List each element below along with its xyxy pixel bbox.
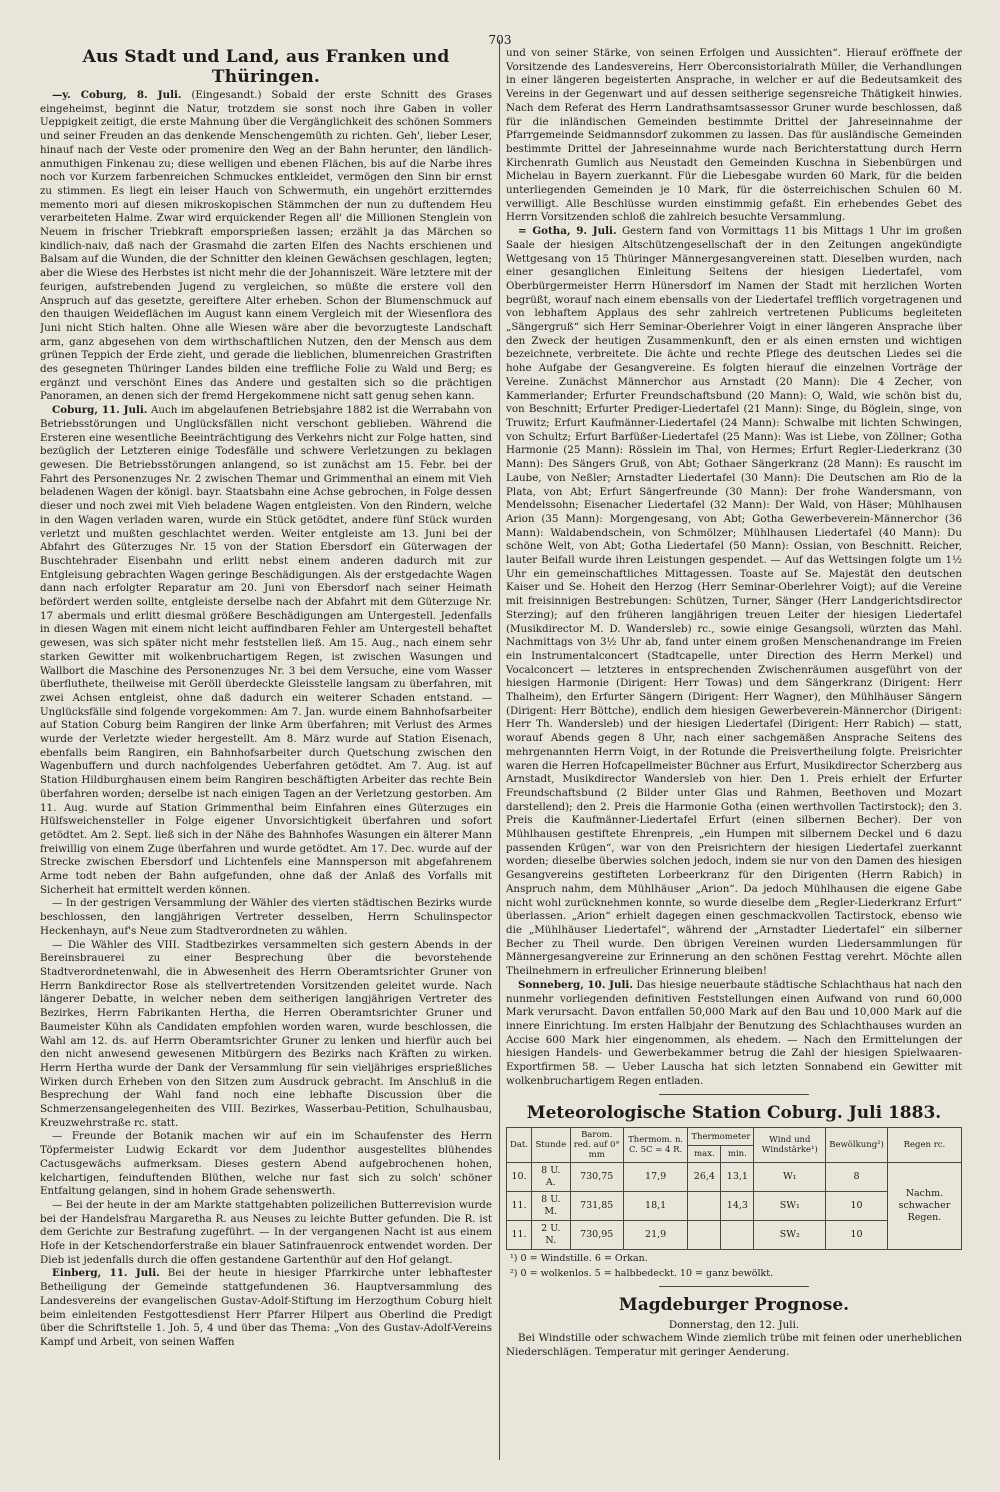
cell-max [688,1192,721,1221]
cell-min: 13,1 [721,1163,754,1192]
header-date: Dat. [507,1128,532,1163]
cell-date: 11. [507,1221,532,1250]
article-einberg [40,1267,492,1349]
right-column [506,47,962,1457]
dateline: Sonneberg, 10. Juli. [518,978,633,991]
header-barometer: Barom. red. auf 0° mm [570,1128,623,1163]
cell-wind: W₁ [754,1163,826,1192]
cell-hour: 2 U. N. [532,1221,571,1250]
article-coburg-meadows [40,89,492,404]
cell-temp: 18,1 [623,1192,688,1221]
dateline: Coburg, 11. Juli. [52,404,148,417]
cell-hour: 8 U. A. [532,1163,571,1192]
section-heading: Aus Stadt und Land, aus Franken und Thüringen. [82,47,450,87]
cell-cloud: 8 [826,1163,888,1192]
article-election-district-eight [40,939,492,1131]
cell-temp: 21,9 [623,1221,688,1250]
header-hour: Stunde [532,1128,571,1163]
weather-row [507,1163,962,1192]
cell-barometer: 731,85 [570,1192,623,1221]
cell-max: 26,4 [688,1163,721,1192]
cell-max [688,1221,721,1250]
cell-min [721,1221,754,1250]
header-rain: Regen rc. [887,1128,961,1163]
article-text: und von seiner Stärke, von seinen Erfolgen und Aussichten“. Hierauf eröffnete der Vorsitzende des Landesvereins, Herr Oberconsistorialrath Müller, die Verhandlungen in einer längeren begeisterten Ansprache, in welcher er auf die Bedeutsamkeit des Vereins in der Gegenwart und auf dessen seitherige segensreiche Thätigkeit hinwies. Nach dem Referat des Herrn Landrathsamtsassessor Gruner wurde beschlossen, daß für die inländischen Gemeinden bestimmte Drittel der Jahreseinnahme der Pfarrgemeinde Seidmannsdorf zukommen zu lassen. Das für ausländische Gemeinden bestimmte Drittel der Jahreseinnahme wurde nach Berichterstattung durch Herrn Kirchenrath Gumlich aus Neustadt den Gemeinden Kuschna in Siebenbürgen und Michelau in Bayern zuerkannt. Für die Liebesgabe wurden 60 Mark, für die beiden unterliegenden Gemeinden je 10 Mark, für die österreichischen Schulen 60 M. verwilligt. Alle Beschlüsse wurden einstimmig gefaßt. Ein erhebendes Gebet des Herrn Vorsitzenden schloß die zahlreich besuchte Versammlung. [506,47,962,224]
forecast-section [506,1295,962,1359]
article-butter-revision [40,1199,492,1268]
weather-legend-cloud: ²) 0 = wolkenlos. 5 = halbbedeckt. 10 = ganz bewölkt. [510,1268,774,1280]
header-cloud: Bewölkung²) [826,1128,888,1163]
dateline: Einberg, 11. Juli. [52,1267,160,1280]
article-text: — Die Wähler des VIII. Stadtbezirkes versammelten sich gestern Abends in der Bereinsbrauerei zu einer Besprechung über die bevorstehende Stadtverordnetenwahl, die in Abwesenheit des Herrn Oberamtsrichter Gruner von Herrn Bankdirector Rose als stellvertretenden Vorsitzenden geleitet wurde. Nach längerer Debatte, in welcher neben dem seitherigen langjährigen Vertreter des Bezirkes, Herrn Fabrikanten Hertha, die Herren Oberamtsrichter Gruner und Baumeister Kühn als Candidaten empfohlen worden waren, wurde beschlossen, die Wahl am 12. ds. auf Herrn Oberamtsrichter Gruner zu lenken und hierfür auch bei den nicht anwesend gewesenen Mitbürgern des Bezirks nach Kräften zu wirken. Herrn Hertha wurde der Dank der Versammlung für sein vieljähriges ersprießliches Wirken durch Erheben von den Sitzen zum Ausdruck gebracht. Im Anschluß in die Besprechung der Wahl fand noch eine lebhafte Discussion über die Schmerzensangelegenheiten des VIII. Bezirkes, Wasserbau-Petition, Schulhausbau, Kreuzwehrstraße rc. statt. [40,938,492,1129]
weather-section [506,1103,962,1280]
cell-temp: 17,9 [623,1163,688,1192]
cell-cloud: 10 [826,1192,888,1221]
article-text: — Freunde der Botanik machen wir auf ein im Schaufenster des Herrn Töpfermeister Ludwig Eckardt vor dem Judenthor ausgestelltes blühendes Cactusgewächs aufmerksam. Dieses gestern Abend aufgebrochenen hohen, kelchartigen, feinduftenden Blüthen, welche nur fast sich zu solch' schöner Entfaltung gelangen, sind in hohem Grade sehenswerth. [40,1130,492,1198]
separator-rule [659,1286,809,1287]
article-text: — In der gestrigen Versammlung der Wähler des vierten städtischen Bezirks wurde beschlossen, den langjährigen Vertreter desselben, Herrn Schulinspector Heckenhayn, auf's Neue zum Stadtverordneten zu wählen. [40,897,492,937]
header-thermometer: Thermometer [688,1128,754,1146]
article-sonneberg [506,979,962,1089]
weather-table [506,1127,962,1250]
article-coburg-werrabahn [40,404,492,897]
article-text: Auch im abgelaufenen Betriebsjahre 1882 ist die Werrabahn von Betriebsstörungen und Unglücksfällen nicht verschont geblieben. Während die Ersteren eine wesentliche Beeinträchtigung des Verkehrs nicht zur Folge hatten, sind bezüglich der Letzteren einige Todesfälle und schwere Verletzungen zu beklagen gewesen. Die Betriebsstörungen anlangend, so ist zunächst am 15. Febr. bei der Fahrt des Personenzuges Nr. 2 zwischen Themar und Grimmenthal an einem mit Vieh beladenen Wagen der königl. bayr. Staatsbahn eine Achse gebrochen, in Folge dessen dieser und noch zwei mit Vieh beladene Wagen entgleisten. Von den Rindern, welche in den Wagen verladen waren, wurde ein Stück getödtet, andere fünf Stück wurden verletzt und mußten geschlachtet werden. Weiter entgleiste am 13. Juni bei der Abfahrt des Güterzuges Nr. 15 von der Station Ebersdorf ein Güterwagen der Buschtehrader Eisenbahn und erlitt nebst einem anderen dadurch mit zur Entgleisung gebrachten Wagen geringe Beschädigungen. Als der erstgedachte Wagen dann nach erfolgter Reparatur am 20. Juni von Ebersdorf nach seiner Heimath befördert werden sollte, entgleiste derselbe nach der Abfahrt mit dem Güterzuge Nr. 17 abermals und erlitt diesmal größere Beschädigungen am Untergestell. Jedenfalls in diesen Wagen mit einem nicht leicht auffindbaren Fehler am Untergestell behaftet gewesen, was sich später nicht mehr feststellen ließ. Am 15. Aug., nach einem sehr starken Gewitter mit wolkenbruchartigem Regen, ist zwischen Wasungen und Wallbort die Maschine des Personenzuges Nr. 3 bei dem Versuche, eine vom Wasser überfluthete, theilweise mit Geröll überdeckte Gleisstelle langsam zu überfahren, mit zwei Achsen entgleist, ohne daß dadurch ein weiterer Schaden entstand. — Unglücksfälle sind folgende vorgekommen: Am 7. Jan. wurde einem Bahnhofsarbeiter auf Station Coburg beim Rangiren der linke Arm überfahren; mit Verlust des Armes wurde der Verletzte wieder hergestellt. Am 8. März wurde auf Station Eisenach, ebenfalls beim Rangiren, ein Bahnhofsarbeiter durch Quetschung zwischen den Wagenbuffern und durch nachfolgendes Ueberfahren getödtet. Am 7. Aug. ist auf Station Hildburghausen einem beim Rangiren beschäftigten Arbeiter das rechte Bein überfahren worden; derselbe ist nach einigen Tagen an der Verletzung gestorben. Am 11. Aug. wurde auf Station Grimmenthal beim Einfahren eines Güterzuges ein Hülfsweichensteller in Folge eigener Unvorsichtigkeit überfahren und sofort getödtet. Am 2. Sept. ließ sich in der Nähe des Bahnhofes Wasungen ein älterer Mann freiwillig von einem Zuge überfahren und wurde getödtet. Am 17. Dec. wurde auf der Strecke zwischen Ebersdorf und Lichtenfels eine Mannsperson mit abgefahrenem Arme todt neben der Bahn aufgefunden, ohne daß der Anlaß des Vorfalls mit Sicherheit hat ermittelt werden können. [40,404,492,896]
weather-header-row [507,1128,962,1146]
dateline: = Gotha, 9. Juli. [518,225,617,238]
article-botany [40,1130,492,1199]
page-number: 703 [488,33,512,47]
header-thermometer-c: Thermom. n. C. 5C = 4 R. [623,1128,688,1163]
weather-heading: Meteorologische Station Coburg. Juli 1883. [526,1103,942,1124]
header-wind: Wind und Windstärke¹) [754,1128,826,1163]
weather-legend-wind: ¹) 0 = Windstille. 6 = Orkan. [510,1253,648,1265]
header-min: min. [721,1145,754,1163]
article-gotha [506,225,962,979]
left-column [40,47,492,1457]
forecast-date: Donnerstag, den 12. Juli. [668,1319,800,1332]
article-text: (Eingesandt.) Sobald der erste Schnitt des Grases eingeheimst, beginnt die Natur, trotzdem sie sonst noch ihre Gaben in voller Ueppigkeit zeitigt, die erste Mahnung über die Vergänglichkeit des schönen Sommers und seiner Freuden an das denkende Menschengemüth zu richten. Geh', lieber Leser, hinauf nach der Veste oder promenire den Weg an der Bahn herunter, den ländlich-anmuthigen Finkenau zu; diese welligen und ebenen Flächen, bis auf die Narbe ihres noch vor Kurzem farbenreichen Schmuckes entkleidet, vermögen den Sinn bir ernst zu stimmen. Es liegt ein leiser Hauch von Schwermuth, ein ungehört erzitterndes memento mori auf diesen mikroskopischen Stämmchen der nun zu duftendem Heu verarbeiteten Halme. Zwar wird erquickender Regen all' die Millionen Stenglein von Neuem in frischer Triebkraft emporsprießen lassen; erzählt ja das Märchen so kindlich-naiv, daß nach der Grasmahd die zarten Elfen des Nachts erschienen und Balsam auf die Wunden, die der Schnitter den kleinen Gewächsen geschlagen, legten; aber die Wiese des Herbstes ist nicht mehr die der Johanniszeit. Wäre letztere mit der feurigen, aufstrebenden Jugend zu vergleichen, so müßte die erstere voll den Anspruch auf das gesetzte, gereiftere Alter erheben. Schon der Blumenschmuck auf den thauigen Weideflächen im August kann einem Vergleich mit der Wiesenflora des Juni nicht Stich halten. Ohne alle Wiesen wäre aber die bevorzugteste Landschaft arm, ganz abgesehen von dem wirthschaftlichen Nutzen, den der Mensch aus dem grünen Teppich der Erde zieht, und gerade die lieblichen, blumenreichen Grastriften des gesegneten Thüringer Landes bilden eine treffliche Folie zu Wald und Berg; es ergänzt und verschönt Eines das Andere und gestalten sich so die prächtigen Panoramen, an denen sich der fremd Hergekommene nicht satt genug sehen kann. [40,89,492,403]
cell-cloud: 10 [826,1221,888,1250]
cell-min: 14,3 [721,1192,754,1221]
forecast-text: Bei Windstille oder schwachem Winde ziemlich trübe mit feinen oder unerheblichen Niederschlägen. Temperatur mit geringer Aenderung. [506,1332,962,1359]
separator-rule [659,1094,809,1095]
cell-date: 10. [507,1163,532,1192]
cell-rain: Nachm. schwacher Regen. [887,1163,961,1250]
column-divider [499,40,500,1460]
article-text: Bei der heute in hiesiger Pfarrkirche unter lebhaftester Betheiligung der Gemeinde stattgefundenen 36. Hauptversammlung des Landesvereins der evangelischen Gustav-Adolf-Stiftung im Herzogthum Coburg hielt beim einleitenden Festgottesdienst Herr Pfarrer Hilpert aus Oberlind die Predigt über die Schriftstelle 1. Joh. 5, 4 und über das Thema: „Von des Gustav-Adolf-Vereins Kampf und Arbeit, von seinen Waffen [40,1267,492,1348]
forecast-heading: Magdeburger Prognose. [618,1295,850,1316]
cell-wind: SW₂ [754,1221,826,1250]
cell-barometer: 730,75 [570,1163,623,1192]
cell-date: 11. [507,1192,532,1221]
cell-wind: SW₁ [754,1192,826,1221]
article-election-district-four [40,897,492,938]
cell-barometer: 730,95 [570,1221,623,1250]
cell-hour: 8 U. M. [532,1192,571,1221]
header-max: max. [688,1145,721,1163]
article-text: — Bei der heute in der am Markte stattgehabten polizeilichen Butterrevision wurde bei der Handelsfrau Margaretha R. aus Neuses zu leichte Butter gefunden. Die R. ist dem Gerichte zur Bestrafung zugeführt. — In der vergangenen Nacht ist aus einem Hofe in der Ketschendorferstraße ein blauer Satinfrauenrock entwendet worden. Der Dieb ist jedenfalls durch die offen gestandene Gartenthür auf den Hof gelangt. [40,1198,492,1266]
article-einberg-continued [506,47,962,225]
article-text: Gestern fand von Vormittags 11 bis Mittags 1 Uhr im großen Saale der hiesigen Altschützengesellschaft der in den Zeitungen angekündigte Wettgesang von 15 Thüringer Männergesangvereinen statt. Dieselben wurden, nach einer gesanglichen Einleitung Seitens der hiesigen Liedertafel, vom Oberbürgermeister Herrn Hünersdorf im Namen der Stadt mit herzlichen Worten begrüßt, worauf nach einem ebensalls von der Liedertafel trefflich vorgetragenen und von lebhaftem Applaus des sehr zahlreich vertretenen Publicums begleiteten „Sängergruß“ sich Herr Seminar-Oberlehrer Voigt in einer längeren Ansprache über den Zweck der heutigen Zusammenkunft, den er als einen ernsten und wichtigen bezeichnete, verbreitete. Die ächte und rechte Pflege des deutschen Liedes sei die hohe Aufgabe der Gesangvereine. Es folgten hierauf die einzelnen Vorträge der Vereine. Zunächst Männerchor aus Arnstadt (20 Mann): Die 4 Zecher, von Kammerlander; Erfurter Freundschaftsbund (20 Mann): O, Wald, wie schön bist du, von Beschnitt; Erfurter Prediger-Liedertafel (21 Mann): Singe, du Böglein, singe, von Truwitz; Erfurt Kaufmänner-Liedertafel (24 Mann): Schwalbe mit lichten Schwingen, von Schultz; Erfurt Barfüßer-Liedertafel (25 Mann): Was ist Liebe, von Zöllner; Gotha Harmonie (25 Mann): Rösslein im Thal, von Hermes; Erfurt Regler-Liederkranz (30 Mann): Des Sängers Gruß, von Abt; Gothaer Sängerkranz (28 Mann): Es rauscht im Laube, von Neßler; Arnstadter Liedertafel (30 Mann): Die Deutschen am Rio de la Plata, von Abt; Erfurt Sängerfreunde (30 Mann): Der frohe Wandersmann, von Mendelssohn; Eisenacher Liedertafel (32 Mann): Der Wald, von Häser; Mühlhausen Arion (35 Mann): Morgengesang, von Abt; Gotha Gewerbeverein-Männerchor (36 Mann): Waldabendschein, von Schmölzer; Mühlhausen Liedertafel (40 Mann): Du schöne Welt, von Abt; Gotha Liedertafel (50 Mann): Ossian, von Beschnitt. Reicher, lauter Beifall wurde ihren Leistungen gespendet. — Auf das Wettsingen folgte um 1½ Uhr ein gemeinschaftliches Mittagessen. Toaste auf Se. Majestät den deutschen Kaiser und Se. Hoheit den Herzog (Herr Seminar-Oberlehrer Voigt); auf die Vereine mit freisinnigen Bestrebungen: Schützen, Turner, Sänger (Herr Landgerichtsdirector Sterzing); auf den früheren langjährigen treuen Leiter der hiesigen Liedertafel (Musikdirector M. D. Wandersleb) rc., sowie einige Gesangsoli, würzten das Mahl. Nachmittags von 3½ Uhr ab, fand unter einem großen Menschenandrange im Freien ein Instrumentalconcert (Stadtcapelle, unter Direction des Herrn Merkel) und Vocalconcert — letzteres in entsprechenden Zwischenräumen ausgeführt von der hiesigen Harmonie (Dirigent: Herr Towas) und dem Sängerkranz (Dirigent: Herr Thalheim), den Erfurter Sängern (Dirigent: Herr Wagner), den Mühlhäuser Sängern (Dirigent: Herr Böttche), endlich dem hiesigen Gewerbeverein-Männerchor (Dirigent: Herr Th. Wandersleb) und der hiesigen Liedertafel (Dirigent: Herr Rabich) — statt, worauf Abends gegen 8 Uhr, nach einer sachgemäßen Ansprache Seitens des mehrgenannten Herrn Voigt, in der Rotunde die Preisvertheilung folgte. Preisrichter waren die Herren Hofcapellmeister Büchner aus Erfurt, Musikdirector Scherzberg aus Arnstadt, Musikdirector Wandersleb von hier. Den 1. Preis erhielt der Erfurter Freundschaftsbund (2 Bilder unter Glas und Rahmen, Beethoven und Mozart darstellend); den 2. Preis die Harmonie Gotha (einen werthvollen Tactirstock); den 3. Preis die Kaufmänner-Liedertafel Erfurt (einen silbernen Becher). Der von Mühlhausen gestiftete Ehrenpreis, „ein Humpen mit silbernem Deckel und 6 dazu passenden Krügen“, war von den Preisrichtern der hiesigen Liedertafel zuerkannt worden; dieselbe überwies solchen jedoch, indem sie nur von den Damen des hiesigen Gesangvereins gestifteten Lorbeerkranz für den Dirigenten (Herrn Rabich) in Anspruch nahm, dem Mühlhäuser „Arion“. Da jedoch Mühlhausen die eigene Gabe nicht wohl zurücknehmen konnte, so wurde dieselbe dem „Regler-Liederkranz Erfurt“ überlassen. „Arion“ erhielt dagegen einen geschmackvollen Tactirstock, ebenso wie die „Mühlhäuser Liedertafel“, während der „Arnstadter Liedertafel“ ein silberner Becher zu Theil wurde. Den übrigen Vereinen wurden Liedersammlungen für Männergesangvereine zur Erinnerung an den schönen Festtag verehrt. Möchte allen Theilnehmern in erfreulicher Erinnerung bleiben! [506,225,962,978]
article-text: Das hiesige neuerbaute städtische Schlachthaus hat nach den nunmehr vorliegenden definitiven Feststellungen einen Aufwand von rund 60,000 Mark verursacht. Davon entfallen 50,000 Mark auf den Bau und 10,000 Mark auf die innere Einrichtung. Im ersten Halbjahr der Benutzung des Schlachthauses wurden an Accise 600 Mark hier eingenommen, als ehedem. — Nach den Ermittelungen der hiesigen Handels- und Gewerbekammer betrug die Zahl der hiesigen Spielwaaren-Exportfirmen 58. — Ueber Lauscha hat sich letzten Sonnabend ein Gewitter mit wolkenbruchartigem Regen entladen. [506,978,962,1087]
dateline: —y. Coburg, 8. Juli. [52,89,182,101]
